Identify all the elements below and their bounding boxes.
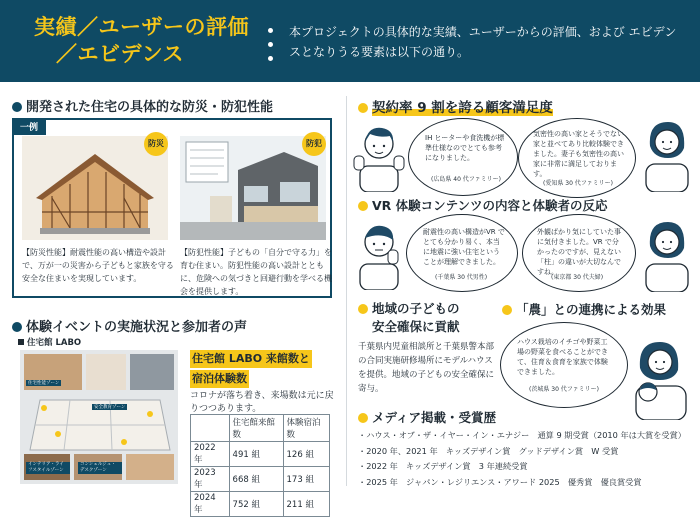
table-header-cell: 体験宿泊数 <box>283 415 329 442</box>
table-header-cell <box>191 415 230 442</box>
media-title: メディア掲載・受賞歴 <box>372 410 497 425</box>
table-cell: 211 組 <box>283 492 329 517</box>
floor-label-3: インテリア・ライフスタイルゾーン <box>26 462 70 474</box>
speech-bubble-4 <box>522 214 636 292</box>
bullet-icon <box>358 413 368 423</box>
media-heading <box>358 408 496 426</box>
bullet-icon <box>12 322 22 332</box>
bullet-icon <box>358 103 368 113</box>
page-title <box>34 14 249 68</box>
table-header-cell: 住宅館来館数 <box>229 415 283 442</box>
bubble-text: ハウス栽培のイチゴや野菜工場の野菜を食べることができて、住育＆食育を家族で体験できました。 <box>517 338 608 376</box>
visit-title <box>190 350 312 390</box>
events-title: 体験イベントの実施状況と参加者の声 <box>26 320 248 335</box>
bullet-icon <box>358 304 368 314</box>
disaster-badge: 防災 <box>144 132 168 156</box>
table-cell: 491 組 <box>229 442 283 467</box>
disaster-text: 【防災性能】耐震性能の高い構造や設計で、万が一の災害から子どもと家族を守る安全な住まいを実現しています。 <box>22 248 174 283</box>
list-item: ・2025 年 ジャパン・レジリエンス・アワード 2025 優秀賞 優良賞受賞 <box>358 476 642 487</box>
speech-bubble-5 <box>500 322 628 408</box>
community-heading <box>358 300 460 336</box>
dots-divider <box>268 28 274 70</box>
bubble-author: (茨城県 30 代ファミリー) <box>529 386 600 393</box>
speech-bubble-3 <box>406 214 518 292</box>
awards-list <box>358 428 686 490</box>
floor-map-image <box>20 350 178 484</box>
agri-title: 「農」との連携による効果 <box>516 302 667 317</box>
community-text: 千葉県内児童相談所と千葉県警本部の合同実施研修場所にモデルハウスを提供。地域の子どもの安全確保に寄与。 <box>358 342 495 394</box>
bubble-text: 耐震性の高い構造がVR でとても分かり易く、本当に地震に強い住宅ということが理解できました。 <box>423 228 505 266</box>
table-row <box>191 442 330 467</box>
woman-person-icon <box>638 112 696 192</box>
floor-label-4: コンシェルジュ・デスクゾーン <box>78 462 122 474</box>
crime-badge: 防犯 <box>302 132 326 156</box>
header-description: 本プロジェクトの具体的な実績、ユーザーからの評価、および エビデンスとなりうる要素は以下の通り。 <box>289 25 677 59</box>
bubble-text: 外観ばかり気にしていた事に気付きました。VR で分かったのですが、見えない「柱」の違いが大切なんですね。 <box>537 228 621 276</box>
page-title-line1: 実績／ユーザーの評価 <box>34 15 249 39</box>
bullet-icon <box>12 102 22 112</box>
column-divider <box>346 96 347 486</box>
vr-title: VR 体験コンテンツの内容と体験者の反応 <box>372 198 608 213</box>
labo-label: 住宅館 LABO <box>18 336 81 348</box>
community-title-line1: 地域の子どもの <box>372 301 460 316</box>
events-heading <box>12 316 247 335</box>
table-cell: 126 組 <box>283 442 329 467</box>
agri-heading <box>502 300 666 318</box>
community-title-line2: 安全確保に貢献 <box>372 319 460 334</box>
visit-note: コロナが落ち着き、来場数は元に戻りつつあります。 <box>190 391 334 414</box>
man-person-icon <box>352 116 406 192</box>
page-title-line2: ／エビデンス <box>56 42 184 66</box>
table-cell: 668 組 <box>229 467 283 492</box>
list-item: ・2022 年 キッズデザイン賞 3 年連続受賞 <box>358 461 528 471</box>
satisfaction-title: 契約率 9 割を誇る顧客満足度 <box>372 100 553 116</box>
satisfaction-heading <box>358 96 553 116</box>
performance-heading <box>12 96 273 115</box>
woman-person-icon <box>638 212 696 292</box>
bubble-text: IH ヒーターや食洗機が標準仕様なのでとても参考になりました。 <box>425 134 505 162</box>
floor-label-2: 安全教育ゾーン <box>94 405 126 410</box>
example-tag: 一例 <box>12 118 46 135</box>
bullet-icon <box>358 201 368 211</box>
performance-title: 開発された住宅の具体的な防災・防犯性能 <box>26 100 274 115</box>
table-cell: 752 組 <box>229 492 283 517</box>
bubble-text: 気密性の高い家とそうでない家と並べてあり比較体験できました。妻子も気密性の高い家に非常に満足しております。 <box>533 130 624 178</box>
speech-bubble-1 <box>408 118 518 196</box>
visit-title-line2: 宿泊体験数 <box>190 370 249 388</box>
floor-label-1: 住宅性能ゾーン <box>28 381 60 386</box>
performance-card <box>12 118 332 298</box>
mother-child-icon <box>626 330 696 420</box>
table-cell: 2023 年 <box>191 467 230 492</box>
visit-title-line1: 住宅館 LABO 来館数と <box>190 350 312 368</box>
table-cell: 2024 年 <box>191 492 230 517</box>
table-row <box>191 467 330 492</box>
table-header-row <box>191 415 330 442</box>
visits-table <box>190 414 330 517</box>
list-item: ・ハウス・オブ・ザ・イヤー・イン・エナジー 通算 9 期受賞（2010 年は大賞を受賞） <box>358 430 686 440</box>
list-item: ・2020 年、2021 年 キッズデザイン賞 グッドデザイン賞 W 受賞 <box>358 445 619 456</box>
bubble-author: (広島県 40 代ファミリー) <box>431 176 502 183</box>
bubble-author: (東京都 30 代夫婦) <box>551 274 604 281</box>
bubble-author: (愛知県 30 代ファミリー) <box>543 180 614 187</box>
table-cell: 173 組 <box>283 467 329 492</box>
bullet-icon <box>502 305 512 315</box>
table-cell: 2022 年 <box>191 442 230 467</box>
header-band <box>0 0 700 82</box>
vr-heading <box>358 196 608 214</box>
speech-bubble-2 <box>518 118 636 198</box>
crime-text: 【防犯性能】子どもの「自分で守る力」を育む住まい。防犯性能の高い設計とともに、危険への気づきと回避行動を学べる機会を提供します。 <box>180 248 332 296</box>
bubble-author: (千葉県 30 代男性) <box>435 274 488 281</box>
man-person-icon <box>352 214 406 290</box>
table-row <box>191 492 330 517</box>
